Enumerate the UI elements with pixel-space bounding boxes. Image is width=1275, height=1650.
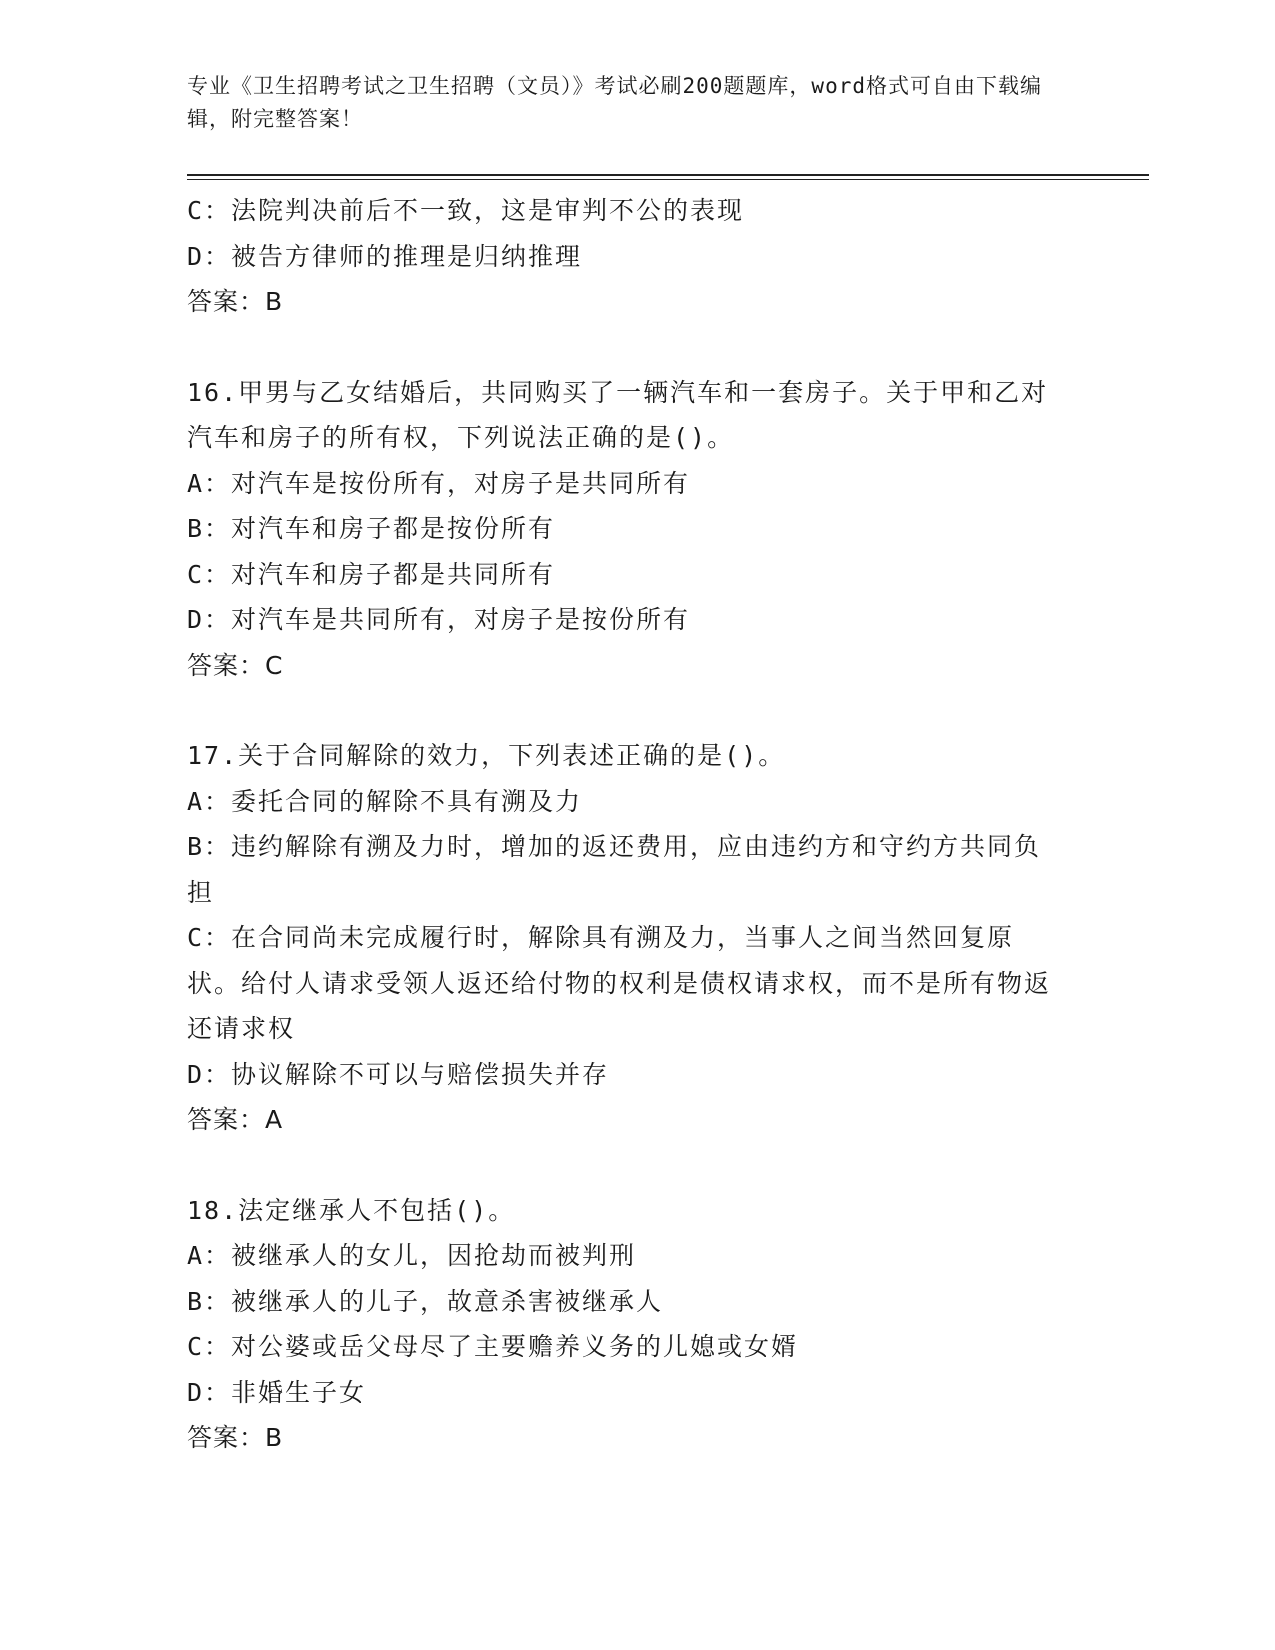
answer-text: 答案：C (187, 650, 284, 680)
option-text: C：对汽车和房子都是共同所有 (187, 559, 556, 589)
question-block (187, 325, 1067, 689)
answer-text: 答案：B (187, 287, 284, 316)
option-text: D：协议解除不可以与赔偿损失并存 (187, 1059, 610, 1089)
option-text: D：对汽车是共同所有，对房子是按份所有 (187, 605, 691, 634)
question-block (187, 188, 1067, 325)
question-list (187, 188, 1067, 1461)
option-text: C：对公婆或岳父母尽了主要赡养义务的儿媳或女婿 (187, 1332, 799, 1361)
question-block (187, 688, 1067, 1143)
block-gap (187, 1143, 1067, 1188)
option-text: B：被继承人的儿子，故意杀害被继承人 (187, 1286, 664, 1316)
header-divider (187, 174, 1149, 180)
question-text: 18.法定继承人不包括()。 (187, 1195, 516, 1225)
option-text: C：在合同尚未完成履行时，解除具有溯及力，当事人之间当然回复原状。给付人请求受领人返还给付物的权利是债权请求权，而不是所有物返还请求权 (187, 923, 1052, 1043)
block-gap (187, 325, 1067, 370)
option-text: D：被告方律师的推理是归纳推理 (187, 241, 583, 271)
option-text: B：对汽车和房子都是按份所有 (187, 514, 556, 543)
option-text: B：违约解除有溯及力时，增加的返还费用，应由违约方和守约方共同负担 (187, 832, 1042, 907)
option-text: C：法院判决前后不一致，这是审判不公的表现 (187, 196, 745, 225)
block-gap (187, 688, 1067, 733)
option-text: A：委托合同的解除不具有溯及力 (187, 786, 583, 816)
answer-text: 答案：B (187, 1423, 284, 1452)
document-header: 专业《卫生招聘考试之卫生招聘（文员）》考试必刷200题题库，word格式可自由下载编辑，附完整答案！ (187, 74, 1042, 131)
option-text: D：非婚生子女 (187, 1377, 367, 1407)
question-text: 17.关于合同解除的效力，下列表述正确的是()。 (187, 741, 786, 770)
question-text: 16.甲男与乙女结婚后，共同购买了一辆汽车和一套房子。关于甲和乙对汽车和房子的所有权，下列说法正确的是()。 (187, 377, 1049, 452)
question-block (187, 1143, 1067, 1461)
option-text: A：被继承人的女儿，因抢劫而被判刑 (187, 1241, 637, 1270)
option-text: A：对汽车是按份所有，对房子是共同所有 (187, 468, 691, 498)
answer-text: 答案：A (187, 1105, 284, 1134)
